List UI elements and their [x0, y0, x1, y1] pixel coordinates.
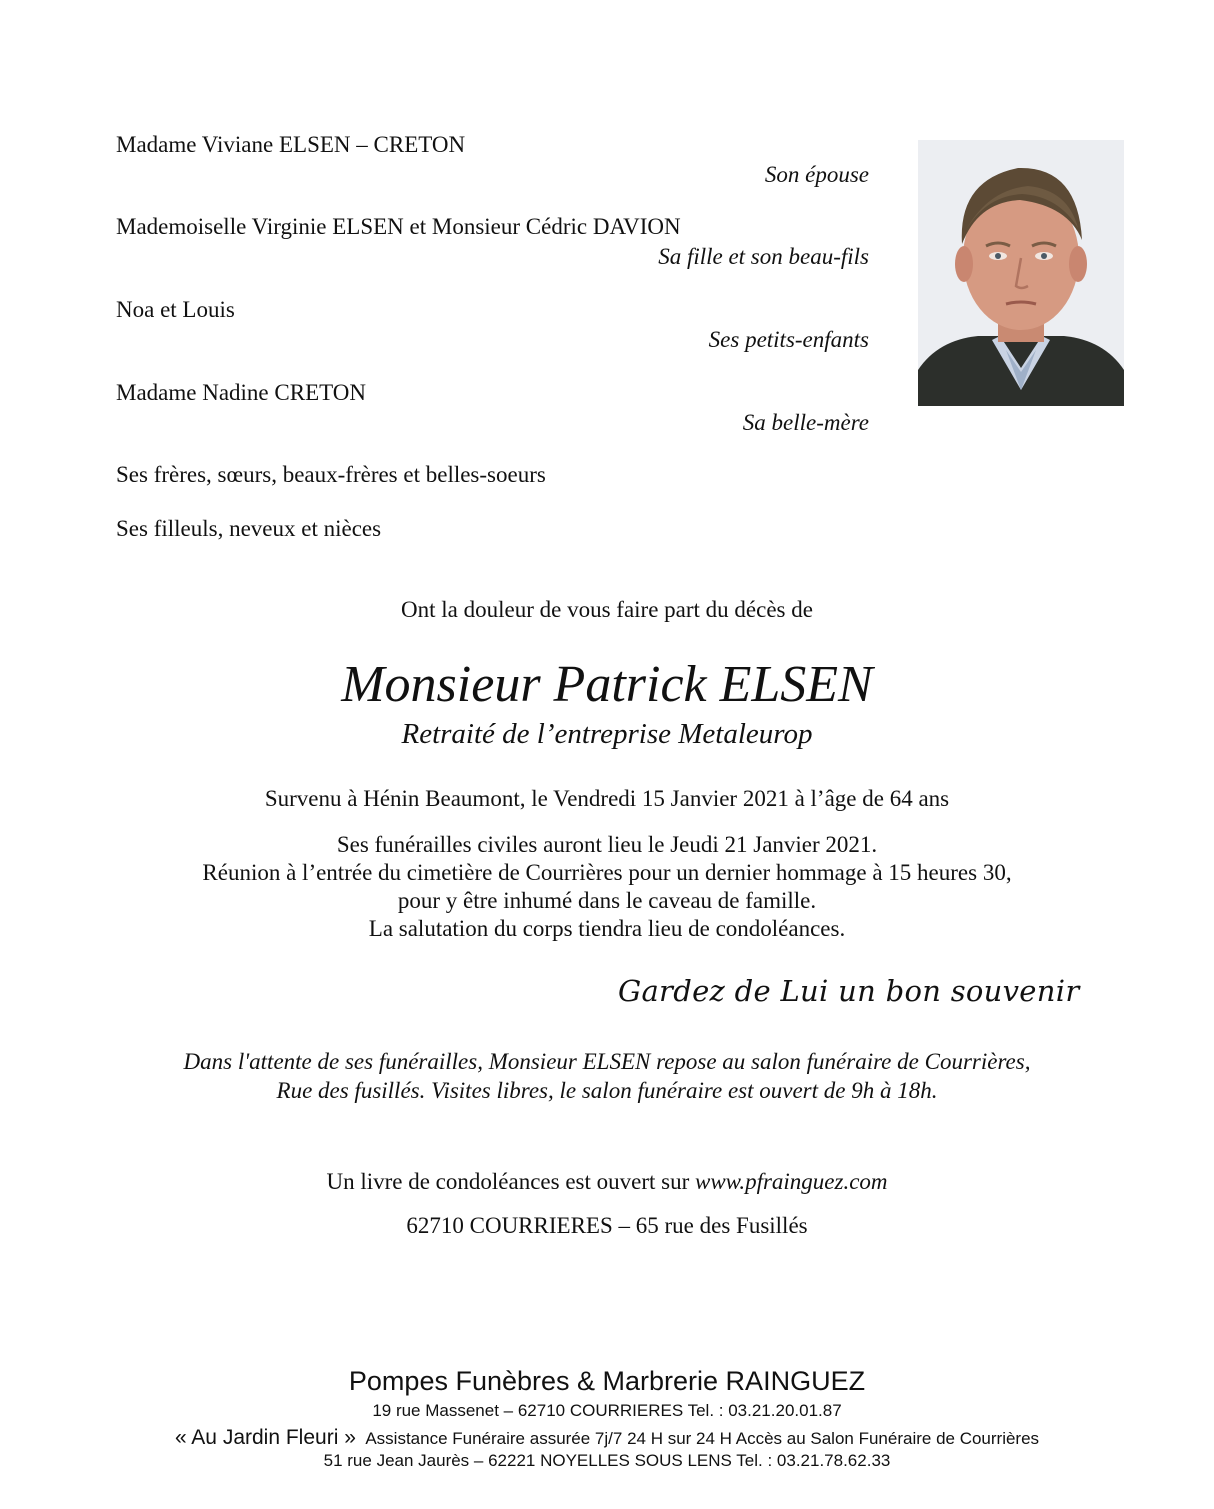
condolence-text: Un livre de condoléances est ouvert sur — [326, 1169, 695, 1194]
footer-branch-address: 51 rue Jean Jaurès – 62221 NOYELLES SOUS LENS Tel. : 03.21.78.62.33 — [323, 1451, 891, 1470]
death-info: Survenu à Hénin Beaumont, le Vendredi 15 Janvier 2021 à l’âge de 64 ans — [264, 786, 950, 811]
condolence-book — [0, 1169, 1214, 1195]
announcement-intro: Ont la douleur de vous faire part du décès de — [401, 597, 813, 622]
funeral-details — [0, 831, 1214, 943]
deceased-name: Monsieur Patrick ELSEN — [341, 656, 873, 713]
funeral-line: Ses funérailles civiles auront lieu le Jeudi 21 Janvier 2021. — [336, 832, 878, 857]
funeral-line: La salutation du corps tiendra lieu de condoléances. — [368, 916, 846, 941]
family-member-spouse: Madame Viviane ELSEN – CRETON — [116, 132, 466, 157]
salon-line: Dans l'attente de ses funérailles, Monsieur ELSEN repose au salon funéraire de Courrières, — [183, 1049, 1031, 1074]
funeral-line: Réunion à l’entrée du cimetière de Courrières pour un dernier hommage à 15 heures 30, — [202, 860, 1012, 885]
deceased-occupation: Retraité de l’entreprise Metaleurop — [401, 718, 813, 750]
family-role-grandchildren: Ses petits-enfants — [708, 327, 869, 352]
family-member-grandchildren: Noa et Louis — [116, 297, 235, 322]
condolence-url[interactable]: www.pfrainguez.com — [695, 1169, 888, 1194]
family-member-godchildren: Ses filleuls, neveux et nièces — [116, 516, 382, 541]
funeral-line: pour y être inhumé dans le caveau de famille. — [397, 888, 817, 913]
family-role-spouse: Son épouse — [764, 162, 869, 187]
family-member-daughter: Mademoiselle Virginie ELSEN et Monsieur Cédric DAVION — [116, 214, 681, 239]
souvenir-message: Gardez de Lui un bon souvenir — [618, 974, 1080, 1008]
portrait-illustration — [918, 140, 1124, 406]
salon-line: Rue des fusillés. Visites libres, le salon funéraire est ouvert de 9h à 18h. — [276, 1078, 938, 1103]
footer-branch-services: Assistance Funéraire assurée 7j/7 24 H sur 24 H Accès au Salon Funéraire de Courrières — [365, 1429, 1040, 1448]
portrait-photo — [918, 140, 1124, 406]
family-member-mother-in-law: Madame Nadine CRETON — [116, 380, 366, 405]
funeral-home-address: 62710 COURRIERES – 65 rue des Fusillés — [406, 1213, 808, 1238]
family-member-siblings: Ses frères, sœurs, beaux-frères et belles-soeurs — [116, 462, 546, 487]
salon-details — [0, 1047, 1214, 1105]
footer-branch-name: « Au Jardin Fleuri » — [174, 1426, 356, 1449]
family-role-daughter: Sa fille et son beau-fils — [658, 244, 869, 269]
footer-company-address: 19 rue Massenet – 62710 COURRIERES Tel. : 03.21.20.01.87 — [372, 1401, 842, 1420]
family-role-mother-in-law: Sa belle-mère — [742, 410, 869, 435]
footer-branch — [0, 1426, 1214, 1450]
footer-company-name: Pompes Funèbres & Marbrerie RAINGUEZ — [348, 1366, 866, 1396]
